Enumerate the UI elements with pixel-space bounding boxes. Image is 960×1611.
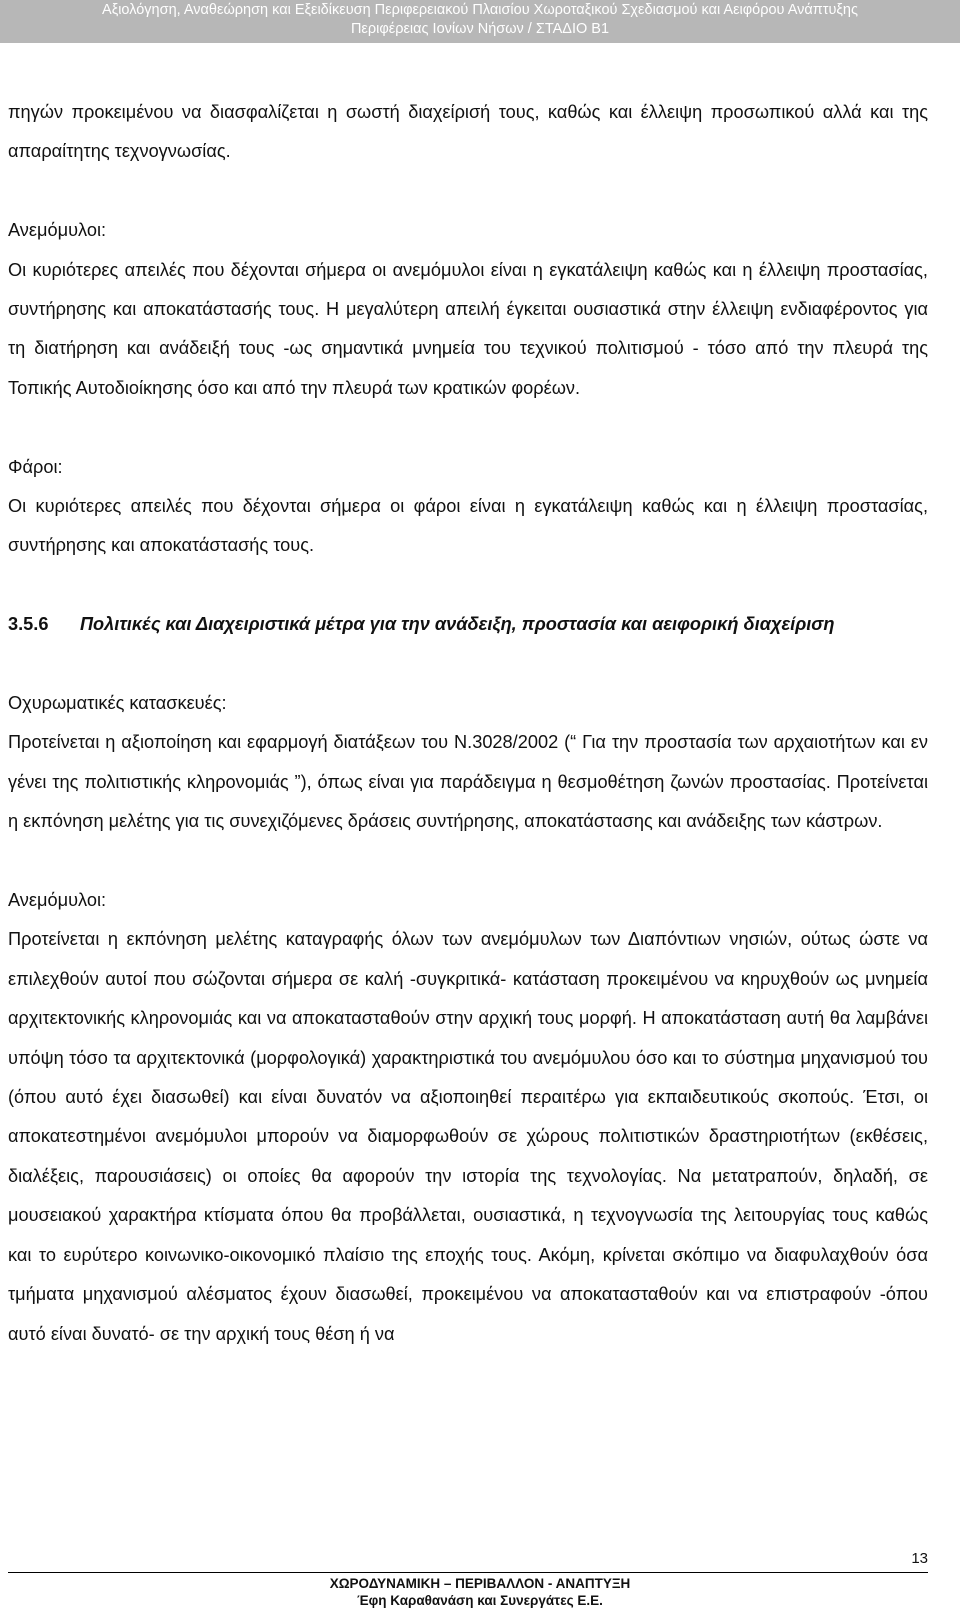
paragraph-staffing: πηγών προκειμένου να διασφαλίζεται η σωστή διαχείρισή τους, καθώς και έλλειψη προσωπικού αλλά και της απαραίτητης τεχνογνωσίας. xyxy=(8,102,928,162)
subheading-windmills-measures: Ανεμόμυλοι: xyxy=(8,890,107,911)
footer-authors: Έφη Καραθανάση και Συνεργάτες Ε.Ε. xyxy=(357,1593,603,1608)
header-title-line-2: Περιφέρειας Ιονίων Νήσων / ΣΤΑΔΙΟ Β1 xyxy=(350,21,610,37)
document-body xyxy=(8,93,928,1354)
subheading-windmills: Ανεμόμυλοι: xyxy=(8,220,107,241)
subheading-fortifications: Οχυρωματικές κατασκευές: xyxy=(8,693,227,714)
paragraph-lighthouse-threats: Οι κυριότερες απειλές που δέχονται σήμερα οι φάροι είναι η εγκατάλειψη καθώς και η έλλειψη προστασίας, συντήρησης και αποκατάστασής τους. xyxy=(8,496,928,556)
paragraph-windmill-measures: Προτείνεται η εκπόνηση μελέτης καταγραφής όλων των ανεμόμυλων των Διαπόντιων νησιών, ούτως ώστε να επιλεχθούν αυτοί που σώζονται σήμερα σε καλή -συγκριτικά- κατάσταση προκειμένου να κηρυχθούν ως μνημεία αρχιτεκτονικής κληρονομιάς και να αποκατασταθούν στην αρχική τους μορφή. Η αποκατάσταση αυτή θα λαμβάνει υπόψη τόσο τα αρχιτεκτονικά (μορφολογικά) χαρακτηριστικά του ανεμόμυλου όσο και το σύστημα μηχανισμού του (όπου αυτό έχει διασωθεί) και είναι δυνατόν να αξιοποιηθεί περαιτέρω για εκπαιδευτικούς σκοπούς. Έτσι, οι αποκατεστημένοι ανεμόμυλοι μπορούν να διαμορφωθούν σε χώρους πολιτιστικών δραστηριοτήτων (εκθέσεις, διαλέξεις, παρουσιάσεις) οι οποίες θα αφορούν την ιστορία της τεχνολογίας. Να μετατραπούν, δηλαδή, σε μουσειακού χαρακτήρα κτίσματα όπου θα προβάλλεται, ουσιαστικά, η τεχνογνωσία της λειτουργίας τους καθώς και το ευρύτερο κοινωνικο-οικονομικό πλαίσιο της εποχής τους. Ακόμη, κρίνεται σκόπιμο να διαφυλαχθούν όσα τμήματα μηχανισμού αλέσματος έχουν διασωθεί, προκειμένου να αποκατασταθούν και να επιστραφούν -όπου αυτό είναι δυνατό- σε την αρχική τους θέση ή να xyxy=(8,929,928,1344)
paragraph-spacer xyxy=(8,842,928,881)
running-footer xyxy=(0,1550,960,1611)
section-heading xyxy=(8,605,928,644)
section-title: Πολιτικές και Διαχειριστικά μέτρα για την ανάδειξη, προστασία και αειφορική διαχείριση xyxy=(80,614,835,635)
subheading-lighthouses: Φάροι: xyxy=(8,456,63,477)
section-number: 3.5.6 xyxy=(8,614,49,635)
page-number: 13 xyxy=(911,1550,928,1567)
running-header xyxy=(0,0,960,43)
paragraph-spacer xyxy=(8,172,928,211)
footer-company: ΧΩΡΟΔΥΝΑΜΙΚΗ – ΠΕΡΙΒΑΛΛΟΝ - ΑΝΑΠΤΥΞΗ xyxy=(329,1576,631,1591)
header-title-line-1: Αξιολόγηση, Αναθεώρηση και Εξειδίκευση Περιφερειακού Πλαισίου Χωροταξικού Σχεδιασμού και Αειφόρου Ανάπτυξης xyxy=(102,2,858,18)
paragraph-fortification-measures: Προτείνεται η αξιοποίηση και εφαρμογή διατάξεων του Ν.3028/2002 (“ Για την προστασία των αρχαιοτήτων και εν γένει της πολιτιστικής κληρονομιάς ”), όπως είναι για παράδειγμα η θεσμοθέτηση ζωνών προστασίας. Προτείνεται η εκπόνηση μελέτης για τις συνεχιζόμενες δράσεις συντήρησης, αποκατάστασης και ανάδειξης των κάστρων. xyxy=(8,732,928,832)
paragraph-spacer xyxy=(8,566,928,605)
paragraph-windmill-threats: Οι κυριότερες απειλές που δέχονται σήμερα οι ανεμόμυλοι είναι η εγκατάλειψη καθώς και η έλλειψη προστασίας, συντήρησης και αποκατάστασής τους. Η μεγαλύτερη απειλή έγκειται ουσιαστικά στην έλλειψη ενδιαφέροντος για τη διατήρηση και ανάδειξή τους -ως σημαντικά μνημεία του τεχνικού πολιτισμού - τόσο από την πλευρά της Τοπικής Αυτοδιοίκησης όσο και από την πλευρά των κρατικών φορέων. xyxy=(8,259,928,398)
footer-rule xyxy=(8,1572,928,1573)
paragraph-spacer xyxy=(8,645,928,684)
paragraph-spacer xyxy=(8,408,928,447)
